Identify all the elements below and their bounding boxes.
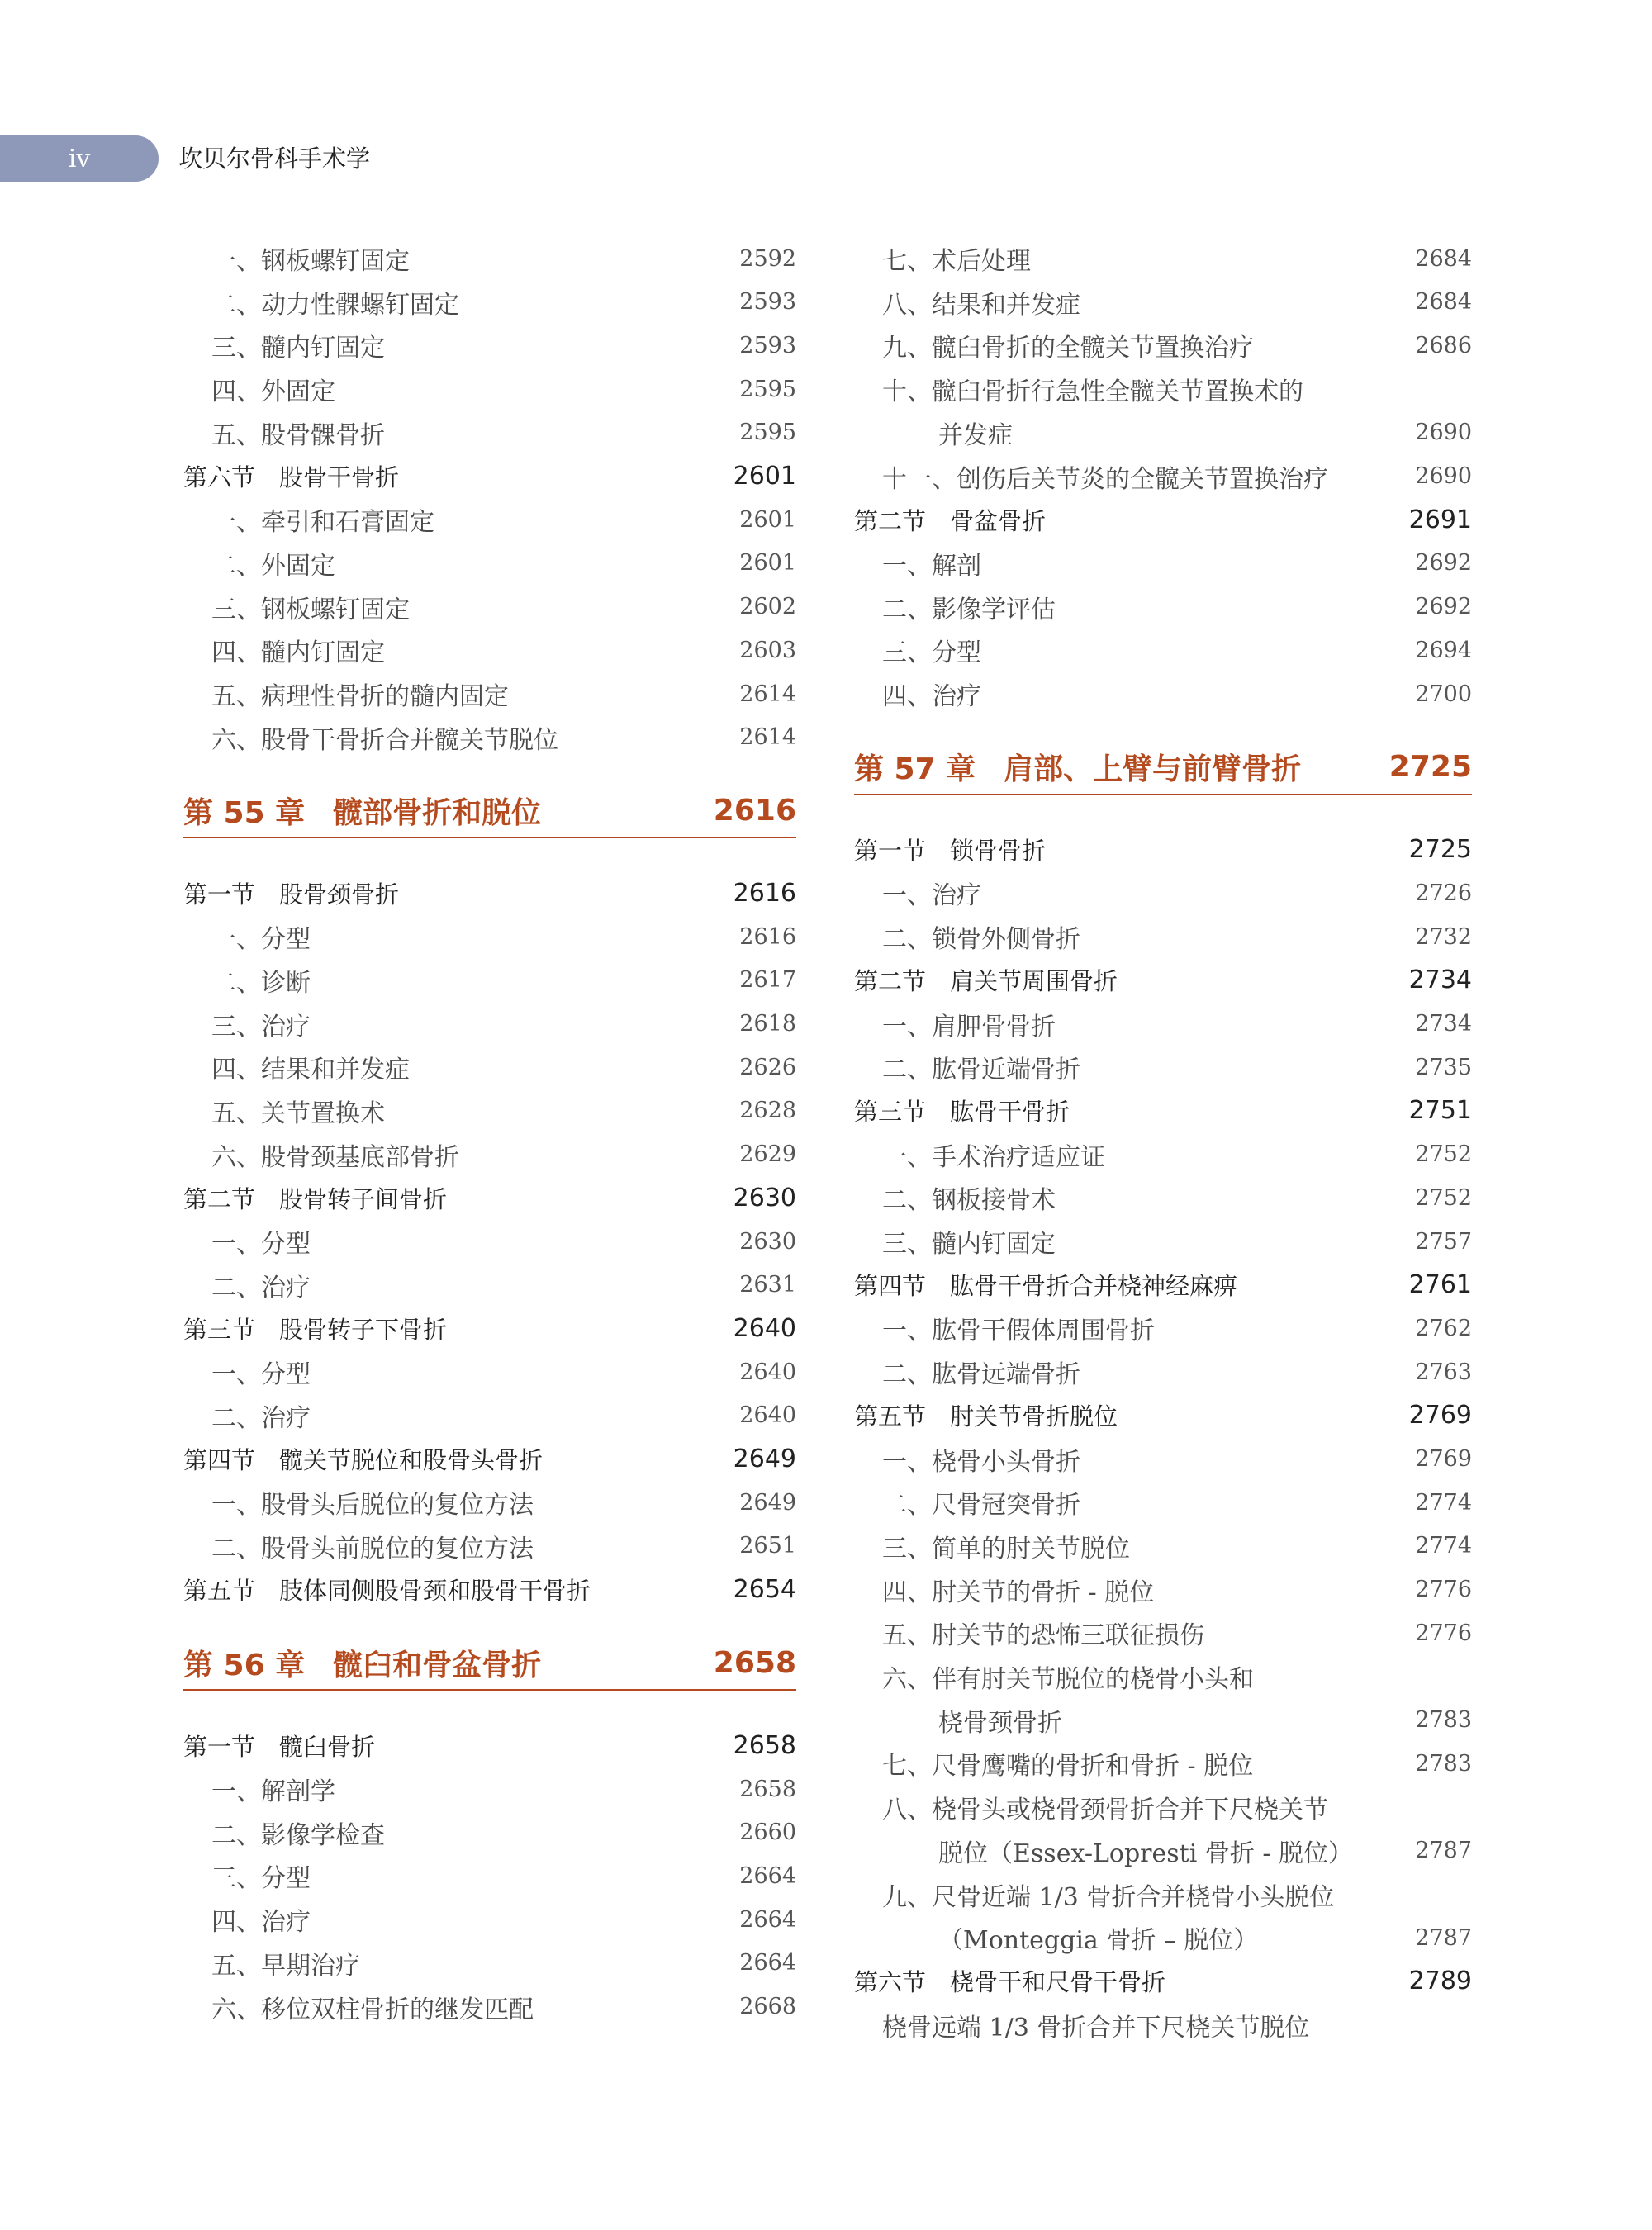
chapter-name: 肩部、上臂与前臂骨折 bbox=[1004, 752, 1302, 787]
toc-entry[interactable] bbox=[854, 629, 1472, 671]
entry-title: 五、早期治疗 bbox=[211, 1951, 360, 1981]
entry-title: 三、简单的肘关节脱位 bbox=[882, 1534, 1130, 1563]
entry-page: 2614 bbox=[739, 724, 796, 751]
toc-entry[interactable] bbox=[854, 411, 1472, 454]
entry-title: 四、结果和并发症 bbox=[211, 1056, 410, 1085]
entry-title: 三、分型 bbox=[882, 638, 981, 668]
entry-page: 2761 bbox=[1408, 1270, 1472, 1300]
entry-page: 2654 bbox=[733, 1575, 796, 1605]
entry-page: 2640 bbox=[733, 1313, 796, 1343]
entry-title: 三、髓内钉固定 bbox=[882, 1230, 1056, 1259]
entry-title: 一、解剖学 bbox=[211, 1777, 335, 1806]
toc-entry[interactable] bbox=[183, 1854, 796, 1897]
entry-page: 2774 bbox=[1415, 1533, 1472, 1559]
entry-title: 桡骨颈骨折 bbox=[938, 1708, 1062, 1738]
entry-title: 一、钢板螺钉固定 bbox=[211, 247, 410, 276]
entry-title: 一、治疗 bbox=[882, 881, 981, 911]
entry-title: 第三节 肱骨干骨折 bbox=[854, 1098, 1070, 1127]
entry-title: 二、影像学评估 bbox=[882, 595, 1056, 624]
entry-page: 2752 bbox=[1415, 1184, 1472, 1211]
toc-section-entry[interactable] bbox=[854, 1394, 1472, 1437]
toc-entry[interactable] bbox=[183, 368, 796, 410]
entry-page: 2762 bbox=[1415, 1315, 1472, 1341]
entry-title: 第三节 股骨转子下骨折 bbox=[183, 1315, 448, 1344]
entry-title: 一、股骨头后脱位的复位方法 bbox=[211, 1491, 534, 1521]
toc-entry[interactable] bbox=[854, 2004, 1472, 2047]
toc-entry[interactable] bbox=[183, 324, 796, 367]
toc-entry[interactable] bbox=[183, 1986, 796, 2028]
entry-title: 六、股骨颈基底部骨折 bbox=[211, 1142, 459, 1172]
chapter-name: 髋臼和骨盆骨折 bbox=[333, 1648, 542, 1682]
toc-entry[interactable] bbox=[183, 542, 796, 585]
chapter-page: 2616 bbox=[713, 793, 796, 828]
toc-entry[interactable] bbox=[183, 237, 796, 280]
entry-title: 二、肱骨远端骨折 bbox=[882, 1360, 1080, 1390]
entry-title: 一、肱骨干假体周围骨折 bbox=[882, 1317, 1155, 1346]
toc-entry[interactable] bbox=[854, 1786, 1472, 1829]
entry-page: 2631 bbox=[739, 1272, 796, 1298]
entry-page: 2690 bbox=[1415, 420, 1472, 446]
entry-title: 五、病理性骨折的髓内固定 bbox=[211, 682, 509, 711]
toc-entry[interactable] bbox=[183, 1898, 796, 1941]
toc-section-entry[interactable] bbox=[183, 1724, 796, 1767]
entry-page: 2601 bbox=[733, 462, 796, 491]
entry-page: 2593 bbox=[739, 289, 796, 316]
entry-title: 八、结果和并发症 bbox=[882, 290, 1080, 320]
toc-entry[interactable] bbox=[854, 1873, 1472, 1916]
toc-section-entry[interactable] bbox=[183, 1307, 796, 1350]
entry-page: 2769 bbox=[1415, 1446, 1472, 1472]
toc-entry[interactable] bbox=[854, 672, 1472, 715]
toc-entry[interactable] bbox=[183, 672, 796, 715]
entry-title: 第五节 肢体同侧股骨颈和股骨干骨折 bbox=[183, 1577, 591, 1606]
entry-page: 2629 bbox=[739, 1141, 796, 1168]
toc-entry[interactable] bbox=[854, 1307, 1472, 1350]
entry-title: 二、动力性髁螺钉固定 bbox=[211, 290, 459, 320]
entry-title: 第六节 桡骨干和尺骨干骨折 bbox=[854, 1968, 1166, 1997]
entry-title: 四、治疗 bbox=[882, 682, 981, 711]
toc-entry[interactable] bbox=[183, 1046, 796, 1089]
toc-entry[interactable] bbox=[854, 1568, 1472, 1611]
chapter-heading[interactable] bbox=[183, 1636, 796, 1691]
chapter-title bbox=[854, 746, 1301, 788]
entry-title: 二、外固定 bbox=[211, 551, 335, 581]
toc-section-entry[interactable] bbox=[183, 1176, 796, 1219]
entry-title: 二、诊断 bbox=[211, 968, 311, 998]
toc-entry[interactable] bbox=[854, 915, 1472, 958]
entry-page: 2658 bbox=[739, 1776, 796, 1802]
entry-title: 十、髋臼骨折行急性全髋关节置换术的 bbox=[882, 377, 1303, 407]
entry-page: 2769 bbox=[1408, 1401, 1472, 1431]
toc-section-entry[interactable] bbox=[183, 455, 796, 498]
toc-entry[interactable] bbox=[854, 281, 1472, 324]
entry-title: 二、股骨头前脱位的复位方法 bbox=[211, 1534, 534, 1563]
entry-title: 七、尺骨鹰嘴的骨折和骨折 - 脱位 bbox=[882, 1752, 1254, 1782]
entry-page: 2593 bbox=[739, 332, 796, 358]
entry-page: 2684 bbox=[1415, 245, 1472, 272]
entry-title: 四、外固定 bbox=[211, 377, 335, 407]
toc-entry[interactable] bbox=[854, 1350, 1472, 1393]
entry-page: 2783 bbox=[1415, 1750, 1472, 1777]
toc-entry[interactable] bbox=[854, 1655, 1472, 1698]
entry-page: 2787 bbox=[1415, 1924, 1472, 1951]
entry-title: 第一节 股骨颈骨折 bbox=[183, 880, 400, 909]
entry-page: 2660 bbox=[739, 1820, 796, 1846]
entry-page: 2700 bbox=[1415, 681, 1472, 707]
toc-entry[interactable] bbox=[854, 237, 1472, 280]
entry-title: 六、移位双柱骨折的继发匹配 bbox=[211, 1995, 534, 2024]
toc-entry[interactable] bbox=[183, 1811, 796, 1854]
entry-title: 二、尺骨冠突骨折 bbox=[882, 1491, 1080, 1521]
toc-entry[interactable] bbox=[183, 498, 796, 541]
entry-title: 六、股骨干骨折合并髋关节脱位 bbox=[211, 725, 558, 755]
entry-page: 2592 bbox=[739, 245, 796, 272]
entry-title: 五、股骨髁骨折 bbox=[211, 420, 385, 450]
entry-page: 2601 bbox=[739, 550, 796, 576]
toc-section-entry[interactable] bbox=[854, 1089, 1472, 1132]
toc-entry[interactable] bbox=[854, 542, 1472, 585]
toc-entry[interactable] bbox=[183, 1089, 796, 1132]
entry-page: 2751 bbox=[1408, 1096, 1472, 1126]
entry-title: 并发症 bbox=[938, 420, 1013, 450]
entry-page: 2630 bbox=[739, 1228, 796, 1255]
entry-title: 三、治疗 bbox=[211, 1012, 311, 1041]
toc-entry[interactable] bbox=[854, 586, 1472, 629]
entry-page: 2668 bbox=[739, 1994, 796, 2019]
entry-page: 2725 bbox=[1408, 835, 1472, 865]
toc-entry[interactable] bbox=[854, 324, 1472, 367]
entry-page: 2603 bbox=[739, 637, 796, 663]
toc-entry[interactable] bbox=[854, 1176, 1472, 1219]
toc-entry[interactable] bbox=[854, 1611, 1472, 1654]
toc-entry[interactable] bbox=[183, 716, 796, 759]
entry-page: 2664 bbox=[739, 1862, 796, 1889]
entry-title: 第五节 肘关节骨折脱位 bbox=[854, 1402, 1118, 1431]
chapter-heading[interactable] bbox=[854, 741, 1472, 795]
page-number: iv bbox=[68, 144, 91, 173]
toc-entry[interactable] bbox=[183, 1220, 796, 1263]
entry-title: 三、髓内钉固定 bbox=[211, 334, 385, 363]
entry-title: 第一节 髋臼骨折 bbox=[183, 1732, 376, 1761]
entry-title: 脱位（Essex-Lopresti 骨折 - 脱位） bbox=[938, 1839, 1354, 1868]
toc-entry[interactable] bbox=[183, 586, 796, 629]
toc-entry[interactable] bbox=[854, 1699, 1472, 1742]
entry-title: 十一、创伤后关节炎的全髋关节置换治疗 bbox=[882, 464, 1328, 494]
entry-page: 2752 bbox=[1415, 1141, 1472, 1168]
toc-section-entry[interactable] bbox=[183, 871, 796, 914]
toc-entry[interactable] bbox=[183, 959, 796, 1002]
entry-page: 2640 bbox=[739, 1402, 796, 1429]
entry-page: 2664 bbox=[739, 1950, 796, 1976]
entry-page: 2616 bbox=[733, 878, 796, 908]
chapter-title bbox=[183, 790, 541, 832]
toc-entry[interactable] bbox=[854, 1046, 1472, 1089]
entry-page: 2602 bbox=[739, 594, 796, 620]
entry-title: 第二节 骨盆骨折 bbox=[854, 506, 1047, 535]
entry-title: 一、解剖 bbox=[882, 551, 981, 581]
entry-page: 2626 bbox=[739, 1054, 796, 1080]
chapter-title bbox=[183, 1642, 541, 1684]
toc-entry[interactable] bbox=[183, 1525, 796, 1568]
toc-entry[interactable] bbox=[183, 1264, 796, 1307]
entry-title: 二、肱骨近端骨折 bbox=[882, 1056, 1080, 1085]
chapter-number: 第 55 章 bbox=[183, 795, 306, 830]
entry-page: 2776 bbox=[1415, 1620, 1472, 1646]
entry-title: 八、桡骨头或桡骨颈骨折合并下尺桡关节 bbox=[882, 1796, 1328, 1825]
toc-entry[interactable] bbox=[854, 1916, 1472, 1959]
entry-title: （Monteggia 骨折 – 脱位） bbox=[938, 1926, 1259, 1956]
toc-entry[interactable] bbox=[183, 915, 796, 958]
toc-entry[interactable] bbox=[854, 871, 1472, 914]
entry-page: 2649 bbox=[739, 1489, 796, 1516]
toc-entry[interactable] bbox=[183, 1133, 796, 1176]
toc-section-entry[interactable] bbox=[183, 1568, 796, 1611]
entry-title: 二、影像学检查 bbox=[211, 1820, 385, 1850]
entry-title: 第四节 髋关节脱位和股骨头骨折 bbox=[183, 1446, 544, 1474]
entry-page: 2735 bbox=[1415, 1054, 1472, 1080]
entry-page: 2630 bbox=[733, 1183, 796, 1212]
entry-page: 2692 bbox=[1415, 550, 1472, 576]
toc-entry[interactable] bbox=[183, 281, 796, 324]
toc-entry[interactable] bbox=[183, 1350, 796, 1393]
entry-page: 2614 bbox=[739, 681, 796, 707]
entry-page: 2686 bbox=[1415, 332, 1472, 358]
entry-title: 五、肘关节的恐怖三联征损伤 bbox=[882, 1621, 1204, 1651]
entry-title: 五、关节置换术 bbox=[211, 1098, 385, 1128]
entry-page: 2691 bbox=[1408, 505, 1472, 534]
entry-page: 2664 bbox=[739, 1906, 796, 1933]
toc-entry[interactable] bbox=[854, 1220, 1472, 1263]
entry-title: 第二节 肩关节周围骨折 bbox=[854, 967, 1118, 996]
toc-section-entry[interactable] bbox=[183, 1438, 796, 1481]
chapter-page: 2725 bbox=[1389, 750, 1472, 785]
toc-entry[interactable] bbox=[854, 455, 1472, 498]
entry-title: 二、钢板接骨术 bbox=[882, 1186, 1056, 1216]
entry-title: 一、牵引和石膏固定 bbox=[211, 508, 434, 538]
toc-entry[interactable] bbox=[854, 368, 1472, 410]
entry-page: 2595 bbox=[739, 420, 796, 446]
entry-title: 二、治疗 bbox=[211, 1403, 311, 1433]
entry-title: 一、肩胛骨骨折 bbox=[882, 1012, 1056, 1041]
entry-title: 一、分型 bbox=[211, 925, 311, 955]
entry-page: 2684 bbox=[1415, 289, 1472, 316]
toc-section-entry[interactable] bbox=[854, 1960, 1472, 2003]
entry-page: 2617 bbox=[739, 967, 796, 994]
toc-section-entry[interactable] bbox=[854, 498, 1472, 541]
entry-page: 2694 bbox=[1415, 637, 1472, 663]
entry-title: 三、分型 bbox=[211, 1864, 311, 1894]
toc-entry[interactable] bbox=[183, 629, 796, 671]
toc-entry[interactable] bbox=[183, 411, 796, 454]
entry-page: 2783 bbox=[1415, 1707, 1472, 1734]
chapter-heading[interactable] bbox=[183, 784, 796, 838]
chapter-name: 髋部骨折和脱位 bbox=[333, 795, 542, 830]
entry-page: 2692 bbox=[1415, 594, 1472, 620]
entry-title: 二、锁骨外侧骨折 bbox=[882, 925, 1080, 955]
entry-title: 一、桡骨小头骨折 bbox=[882, 1447, 1080, 1477]
entry-page: 2787 bbox=[1415, 1838, 1472, 1864]
entry-title: 第四节 肱骨干骨折合并桡神经麻痹 bbox=[854, 1272, 1238, 1301]
entry-title: 第六节 股骨干骨折 bbox=[183, 463, 400, 491]
chapter-number: 第 57 章 bbox=[854, 752, 976, 787]
entry-page: 2763 bbox=[1415, 1359, 1472, 1385]
toc-entry[interactable] bbox=[854, 1481, 1472, 1524]
entry-page: 2726 bbox=[1415, 880, 1472, 906]
entry-title: 四、肘关节的骨折 - 脱位 bbox=[882, 1578, 1155, 1607]
entry-page: 2595 bbox=[739, 376, 796, 402]
toc-entry[interactable] bbox=[854, 1829, 1472, 1872]
toc-entry[interactable] bbox=[183, 1481, 796, 1524]
entry-title: 四、治疗 bbox=[211, 1908, 311, 1938]
toc-section-entry[interactable] bbox=[854, 1264, 1472, 1307]
toc-section-entry[interactable] bbox=[854, 828, 1472, 871]
entry-page: 2690 bbox=[1415, 463, 1472, 489]
entry-title: 一、手术治疗适应证 bbox=[882, 1142, 1105, 1172]
toc-entry[interactable] bbox=[183, 1767, 796, 1810]
toc-entry[interactable] bbox=[854, 1003, 1472, 1046]
entry-page: 2774 bbox=[1415, 1489, 1472, 1516]
entry-title: 桡骨远端 1/3 骨折合并下尺桡关节脱位 bbox=[882, 2013, 1310, 2043]
toc-section-entry[interactable] bbox=[854, 959, 1472, 1002]
entry-page: 2601 bbox=[739, 506, 796, 533]
entry-title: 一、分型 bbox=[211, 1230, 311, 1259]
entry-title: 九、髋臼骨折的全髋关节置换治疗 bbox=[882, 334, 1254, 363]
toc-entry[interactable] bbox=[183, 1003, 796, 1046]
entry-title: 第二节 股骨转子间骨折 bbox=[183, 1184, 448, 1213]
entry-title: 四、髓内钉固定 bbox=[211, 638, 385, 668]
entry-page: 2640 bbox=[739, 1359, 796, 1385]
entry-title: 六、伴有肘关节脱位的桡骨小头和 bbox=[882, 1665, 1254, 1694]
book-title: 坎贝尔骨科手术学 bbox=[178, 145, 371, 173]
entry-page: 2734 bbox=[1408, 966, 1472, 995]
entry-page: 2789 bbox=[1408, 1967, 1472, 1996]
entry-page: 2658 bbox=[733, 1730, 796, 1760]
entry-page: 2649 bbox=[733, 1445, 796, 1473]
toc-entry[interactable] bbox=[183, 1942, 796, 1985]
entry-page: 2757 bbox=[1415, 1228, 1472, 1255]
entry-page: 2616 bbox=[739, 923, 796, 950]
toc-entry[interactable] bbox=[854, 1438, 1472, 1481]
entry-page: 2776 bbox=[1415, 1577, 1472, 1603]
entry-title: 七、术后处理 bbox=[882, 247, 1031, 276]
toc-entry[interactable] bbox=[183, 1394, 796, 1437]
chapter-number: 第 56 章 bbox=[183, 1648, 306, 1682]
entry-title: 二、治疗 bbox=[211, 1273, 311, 1302]
chapter-page: 2658 bbox=[713, 1645, 796, 1680]
entry-page: 2618 bbox=[739, 1011, 796, 1037]
entry-page: 2628 bbox=[739, 1098, 796, 1124]
entry-title: 三、钢板螺钉固定 bbox=[211, 595, 410, 624]
entry-page: 2651 bbox=[739, 1533, 796, 1559]
entry-title: 九、尺骨近端 1/3 骨折合并桡骨小头脱位 bbox=[882, 1882, 1335, 1912]
page-number-tab bbox=[0, 135, 159, 182]
toc-entry[interactable] bbox=[854, 1133, 1472, 1176]
entry-title: 一、分型 bbox=[211, 1360, 311, 1390]
toc-entry[interactable] bbox=[854, 1742, 1472, 1785]
entry-page: 2732 bbox=[1415, 923, 1472, 950]
entry-page: 2734 bbox=[1415, 1011, 1472, 1037]
entry-title: 第一节 锁骨骨折 bbox=[854, 837, 1047, 866]
toc-entry[interactable] bbox=[854, 1525, 1472, 1568]
